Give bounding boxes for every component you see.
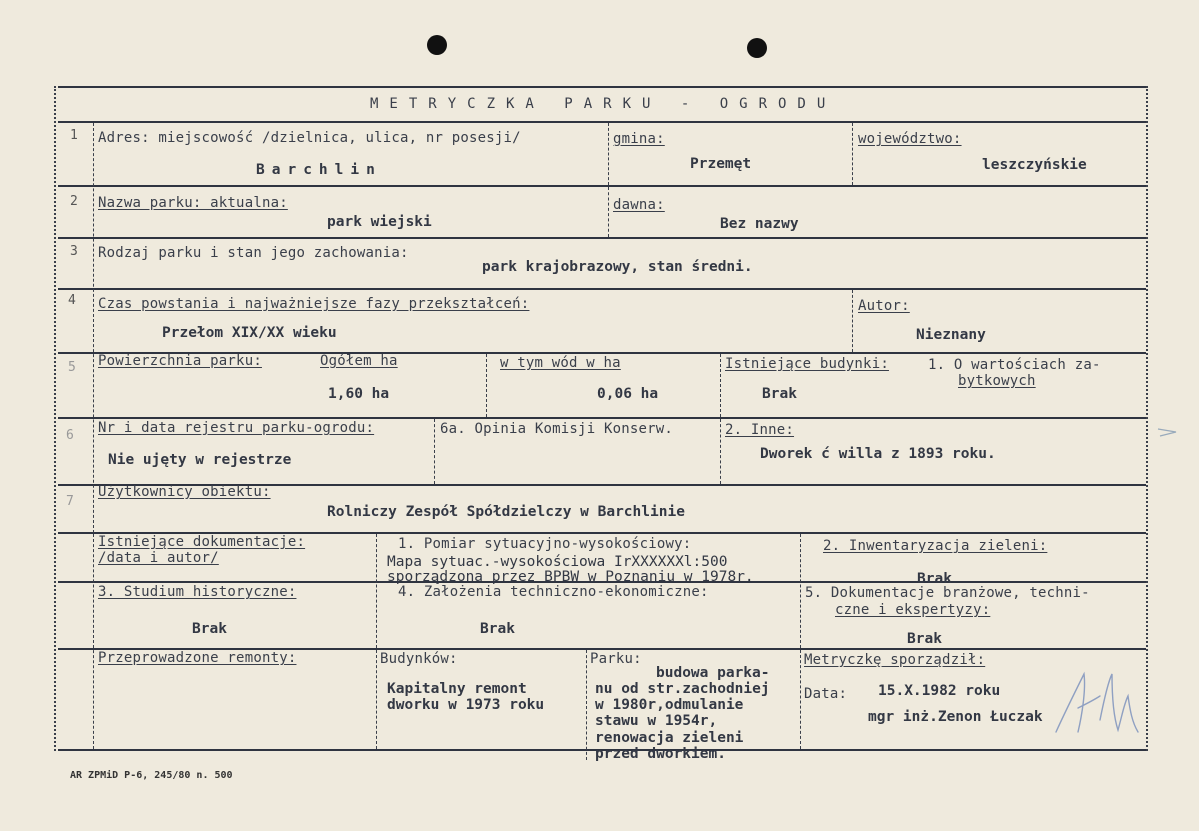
divider-number-column-lower: [93, 534, 94, 749]
park-name-value: park wiejski: [327, 214, 432, 230]
register-label: Nr i data rejestru parku-ogrodu:: [98, 420, 375, 436]
address-value: Barchlin: [256, 162, 382, 178]
signature: [1048, 660, 1143, 745]
rule-after-row2: [58, 237, 1146, 239]
inventory-label: 2. Inwentaryzacja zieleni:: [823, 538, 1048, 554]
divider-row9-a: [376, 650, 377, 749]
repairs-park-line4: stawu w 1954r,: [595, 713, 718, 729]
row-number-3: 3: [70, 244, 78, 259]
divider-row6-a: [434, 419, 435, 484]
branch-docs-label-line2: czne i ekspertyzy:: [835, 602, 991, 618]
punch-hole-left: [427, 35, 447, 55]
footer-print-code: AR ZPMiD P-6, 245/80 n. 500: [70, 770, 233, 781]
user-value: Rolniczy Zespół Spółdzielczy w Barchlinie: [327, 504, 685, 520]
punch-hole-right: [747, 38, 767, 58]
total-area-value: 1,60 ha: [328, 386, 390, 402]
divider-row2: [608, 187, 609, 237]
prepared-by-value: mgr inż.Zenon Łuczak: [868, 709, 1043, 725]
divider-row6-b: [720, 419, 721, 484]
repairs-park-line3: w 1980r,odmulanie: [595, 697, 744, 713]
prepared-by-label: Metryczkę sporządził:: [804, 652, 986, 668]
divider-number-column: [93, 123, 94, 533]
rule-top: [58, 86, 1146, 88]
repairs-label: Przeprowadzone remonty:: [98, 650, 297, 666]
survey-label: 1. Pomiar sytuacyjno-wysokościowy:: [398, 536, 692, 552]
other-value: Dworek ć willa z 1893 roku.: [760, 446, 996, 462]
survey-value-line1: Mapa sytuac.-wysokościowa IrXXXXXXl:500: [387, 554, 728, 570]
margin-mark: [1156, 425, 1180, 439]
register-value: Nie ujęty w rejestrze: [108, 452, 292, 468]
park-type-value: park krajobrazowy, stan średni.: [482, 259, 753, 275]
branch-docs-label-line1: 5. Dokumentacje branżowe, techni-: [805, 585, 1090, 601]
repairs-park-label: Parku:: [590, 651, 642, 667]
divider-row9-c: [800, 650, 801, 749]
former-name-label: dawna:: [613, 197, 665, 213]
buildings-value: Brak: [762, 386, 797, 402]
rule-after-row5: [58, 417, 1146, 419]
repairs-buildings-label: Budynków:: [380, 651, 458, 667]
row-number-1: 1: [70, 128, 78, 143]
repairs-park-line1: budowa parka-: [656, 665, 770, 681]
creation-time-label: Czas powstania i najważniejsze fazy przekształceń:: [98, 296, 530, 312]
area-label: Powierzchnia parku:: [98, 353, 262, 369]
divider-row8-a: [376, 534, 377, 648]
row-number-5: 5: [68, 360, 76, 375]
divider-row5-b: [720, 354, 721, 417]
repairs-park-line5: renowacja zieleni: [595, 730, 744, 746]
rule-after-row1: [58, 185, 1146, 187]
wojewodztwo-label: województwo:: [858, 131, 962, 147]
inventory-value: Brak: [917, 571, 952, 587]
repairs-buildings-line1: Kapitalny remont: [387, 681, 527, 697]
repairs-park-line6: przed dworkiem.: [595, 746, 726, 762]
row-number-4: 4: [68, 293, 76, 308]
studies-label: 3. Studium historyczne:: [98, 584, 297, 600]
repairs-buildings-line2: dworku w 1973 roku: [387, 697, 545, 713]
gmina-label: gmina:: [613, 131, 665, 147]
branch-docs-value: Brak: [907, 631, 942, 647]
border-right: [1146, 86, 1148, 751]
assumptions-label: 4. Założenia techniczno-ekonomiczne:: [398, 584, 709, 600]
former-name-value: Bez nazwy: [720, 216, 799, 232]
date-value: 15.X.1982 roku: [878, 683, 1001, 699]
creation-time-value: Przełom XIX/XX wieku: [162, 325, 337, 341]
divider-row1-b: [852, 123, 853, 185]
divider-row4: [852, 290, 853, 352]
buildings-sub-line1: 1. O wartościach za-: [928, 357, 1101, 373]
water-area-value: 0,06 ha: [597, 386, 659, 402]
total-area-label: Ogółem ha: [320, 353, 398, 369]
row-number-2: 2: [70, 194, 78, 209]
opinion-label: 6a. Opinia Komisji Konserw.: [440, 421, 673, 437]
other-label: 2. Inne:: [725, 422, 795, 438]
divider-row1-a: [608, 123, 609, 185]
author-label: Autor:: [858, 298, 910, 314]
row-number-7: 7: [66, 494, 74, 509]
park-type-label: Rodzaj parku i stan jego zachowania:: [98, 245, 409, 261]
rule-after-title: [58, 121, 1146, 123]
row-number-6: 6: [66, 428, 74, 443]
author-value: Nieznany: [916, 327, 986, 343]
divider-row8-b: [800, 534, 801, 648]
park-name-label: Nazwa parku: aktualna:: [98, 195, 288, 211]
border-left: [54, 86, 56, 751]
rule-after-row3: [58, 288, 1146, 290]
repairs-park-line2: nu od str.zachodniej: [595, 681, 770, 697]
divider-row5-a: [486, 354, 487, 417]
card-title: METRYCZKA PARKU - OGRODU: [370, 96, 837, 112]
buildings-sub-line2: bytkowych: [958, 373, 1036, 389]
user-label: Użytkownicy obiektu:: [98, 484, 271, 500]
wojewodztwo-value: leszczyńskie: [982, 157, 1087, 173]
survey-value-line2: sporządzona przez BPBW w Poznaniu w 1978r.: [387, 569, 754, 585]
divider-row9-b: [586, 650, 587, 760]
assumptions-value: Brak: [480, 621, 515, 637]
buildings-label: Istniejące budynki:: [725, 356, 889, 372]
docs-sub: /data i autor/: [98, 550, 219, 566]
date-label: Data:: [804, 686, 848, 702]
address-label: Adres: miejscowość /dzielnica, ulica, nr posesji/: [98, 130, 521, 146]
docs-label: Istniejące dokumentacje:: [98, 534, 306, 550]
water-area-label: w tym wód w ha: [500, 355, 621, 371]
studies-value: Brak: [192, 621, 227, 637]
gmina-value: Przemęt: [690, 156, 752, 172]
